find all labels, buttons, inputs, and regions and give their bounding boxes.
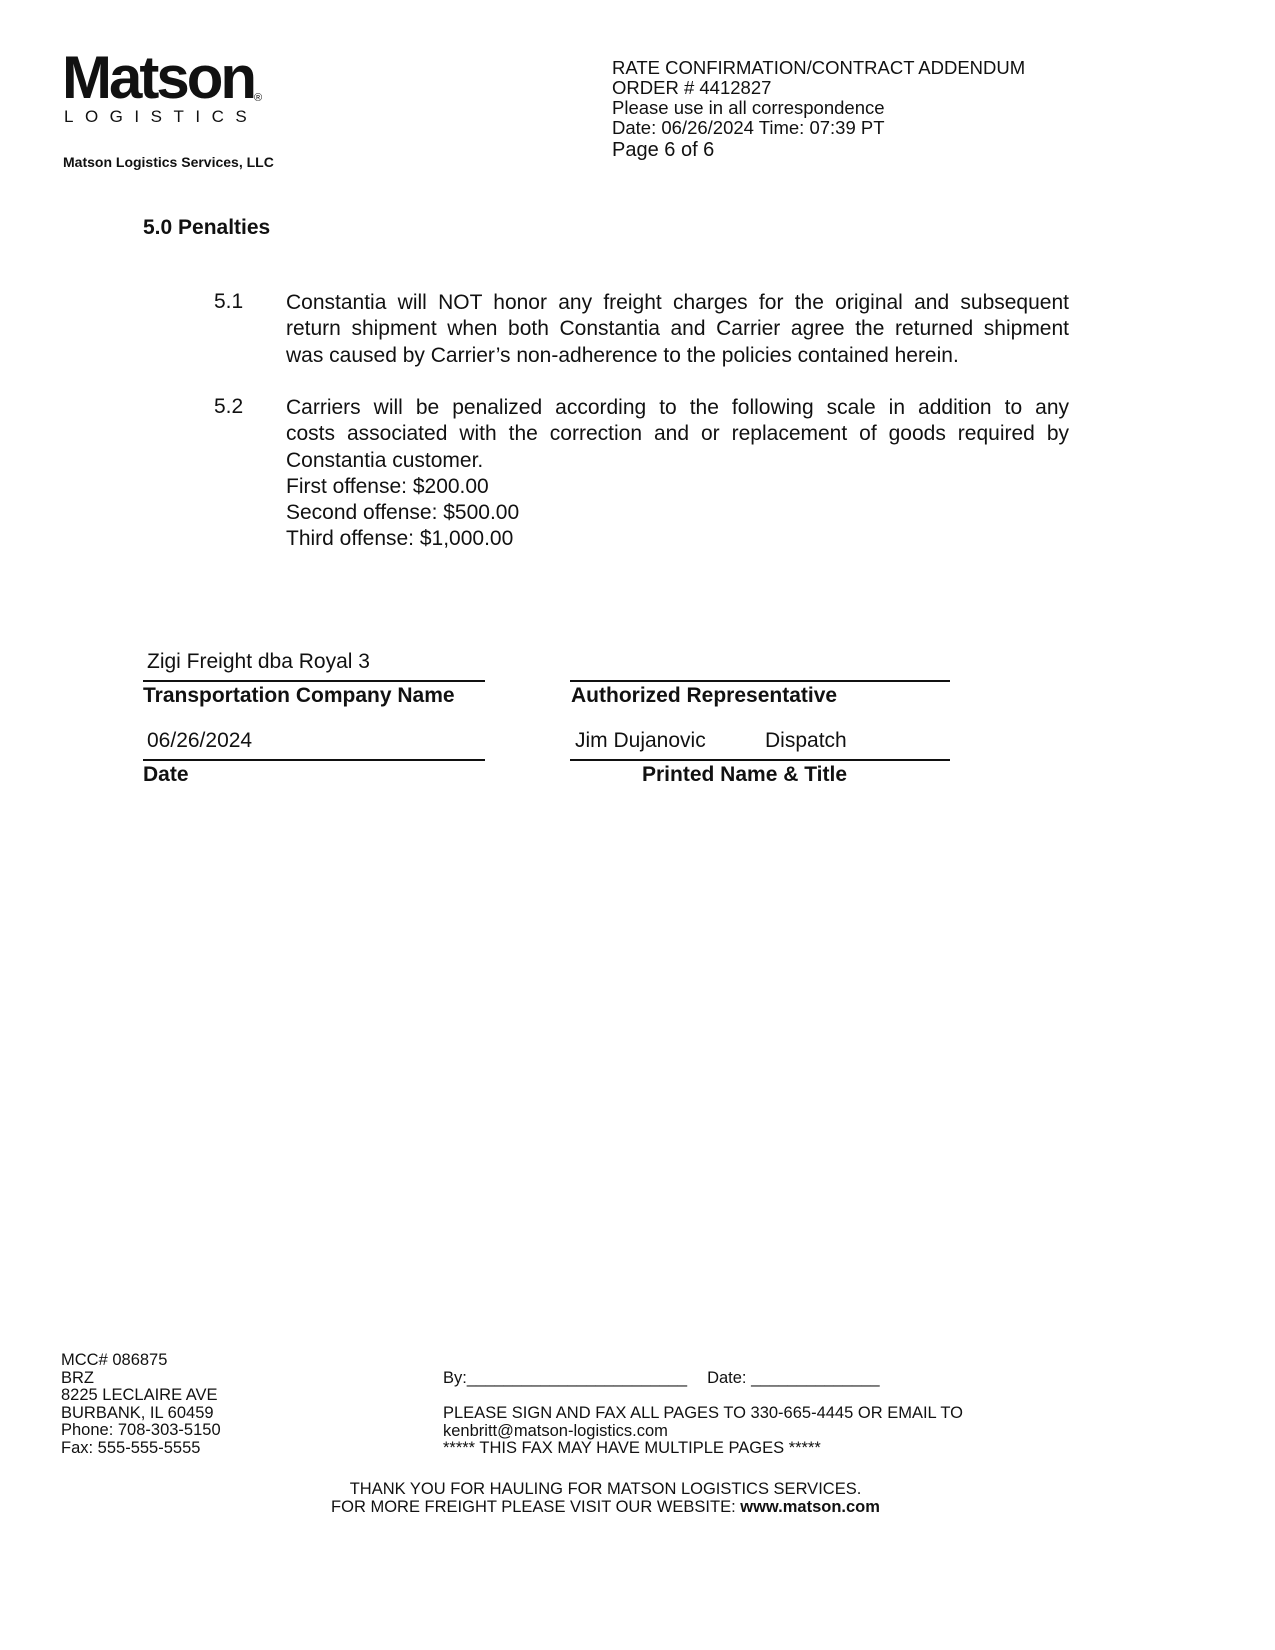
address-street: 8225 LECLAIRE AVE: [61, 1386, 218, 1405]
document-header: [612, 58, 1025, 162]
clause-line: costs associated with the correction and or replacement of goods required by: [286, 422, 1069, 446]
printed-name-line: [570, 759, 950, 761]
clause-text: [286, 290, 1069, 369]
clause-line: Constantia will NOT honor any freight charges for the original and subsequent: [286, 291, 1069, 314]
penalty-second: Second offense: $500.00: [286, 501, 520, 525]
clause-line: Carriers will be penalized according to the following scale in addition to any: [286, 396, 1069, 419]
clause-text: [286, 395, 1069, 553]
logo-subtitle: LOGISTICS: [64, 107, 259, 126]
website-link[interactable]: www.matson.com: [740, 1498, 880, 1516]
clause-line: Constantia customer.: [286, 448, 484, 472]
thank-you-line: THANK YOU FOR HAULING FOR MATSON LOGISTICS SERVICES.: [349, 1480, 862, 1498]
footer-thanks: [0, 1480, 1211, 1516]
date-label: Date: [143, 763, 189, 786]
section-title: 5.0 Penalties: [143, 216, 271, 239]
email-address[interactable]: kenbritt@matson-logistics.com: [443, 1421, 668, 1440]
fax: Fax: 555-555-5555: [61, 1438, 201, 1457]
authorized-rep-label: Authorized Representative: [571, 684, 838, 707]
clause-number: 5.1: [214, 290, 244, 313]
carrier-info: [61, 1352, 221, 1458]
clause-number: 5.2: [214, 395, 244, 418]
phone: Phone: 708-303-5150: [61, 1421, 221, 1440]
company-name-value[interactable]: Zigi Freight dba Royal 3: [147, 650, 370, 673]
carrier-code: BRZ: [61, 1368, 94, 1387]
printed-title-value[interactable]: Dispatch: [765, 729, 847, 752]
date-blank-line: Date: ______________: [707, 1369, 880, 1387]
document-datetime: Date: 06/26/2024 Time: 07:39 PT: [612, 117, 885, 138]
company-name-line: [143, 680, 485, 682]
multiple-pages-note: ***** THIS FAX MAY HAVE MULTIPLE PAGES *****: [443, 1439, 821, 1458]
website-line: [0, 1498, 1211, 1516]
date-value[interactable]: 06/26/2024: [147, 729, 253, 752]
mcc-number: MCC# 086875: [61, 1351, 168, 1369]
sign-instructions: [443, 1370, 963, 1458]
website-prefix: FOR MORE FREIGHT PLEASE VISIT OUR WEBSITE:: [331, 1498, 741, 1516]
clause-line: return shipment when both Constantia and Carrier agree the returned shipment: [286, 317, 1069, 341]
correspondence-note: Please use in all correspondence: [612, 97, 885, 118]
address-city: BURBANK, IL 60459: [61, 1403, 214, 1422]
registered-mark: ®: [254, 92, 263, 104]
company-name: Matson Logistics Services, LLC: [63, 154, 274, 170]
page-number: Page 6 of 6: [612, 139, 715, 161]
clause-line: was caused by Carrier’s non-adherence to the policies contained herein.: [286, 343, 959, 367]
by-line: By:________________________: [443, 1369, 688, 1387]
order-number: ORDER # 4412827: [612, 77, 772, 98]
company-name-label: Transportation Company Name: [143, 684, 455, 707]
penalty-first: First offense: $200.00: [286, 474, 489, 498]
printed-name-label: Printed Name & Title: [642, 763, 847, 786]
fax-instruction: PLEASE SIGN AND FAX ALL PAGES TO 330-665-4445 OR EMAIL TO: [443, 1404, 963, 1423]
document-title: RATE CONFIRMATION/CONTRACT ADDENDUM: [612, 57, 1026, 78]
date-line: [143, 759, 485, 761]
by-date-line: [443, 1370, 963, 1388]
matson-logo: Matson: [62, 44, 254, 111]
penalty-third: Third offense: $1,000.00: [286, 527, 514, 551]
authorized-rep-line: [570, 680, 950, 682]
printed-name-value[interactable]: Jim Dujanovic: [575, 729, 706, 752]
